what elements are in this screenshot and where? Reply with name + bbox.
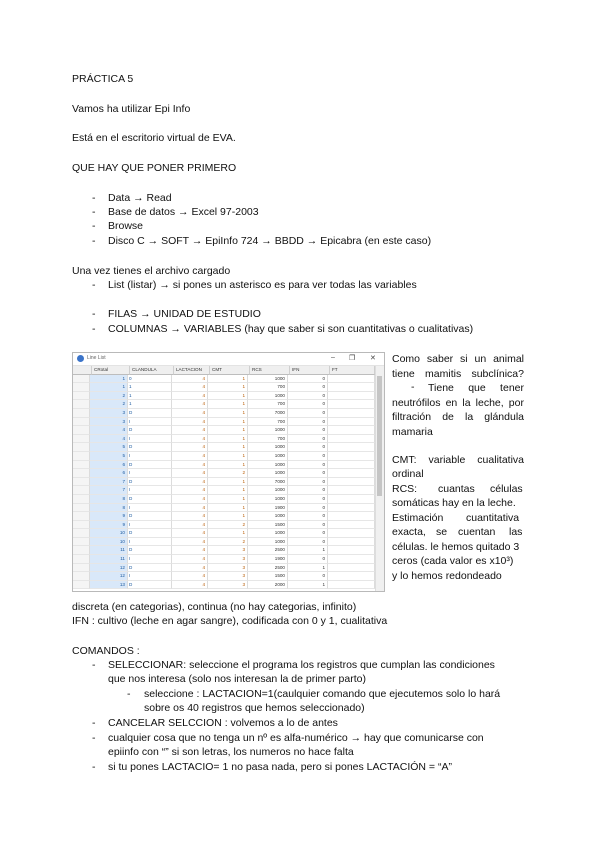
table-cell-empty [328, 572, 375, 581]
table-cell[interactable]: 1 [208, 426, 248, 435]
side-rcs-line: y lo hemos redondeado [392, 570, 502, 582]
row-header[interactable] [73, 452, 90, 461]
bullet-dash: - [127, 688, 131, 700]
table-cell[interactable]: 7 [90, 478, 128, 487]
table-cell[interactable]: 11 [90, 555, 128, 564]
table-cell[interactable]: 9 [90, 512, 128, 521]
table-cell[interactable]: I [128, 572, 172, 581]
table-row[interactable] [73, 504, 375, 513]
bullet-dash: - [92, 206, 96, 218]
table-cell[interactable]: 7 [90, 486, 128, 495]
row-header[interactable] [73, 486, 90, 495]
table-cell[interactable]: 0 [288, 435, 328, 444]
row-header[interactable] [73, 409, 90, 418]
table-cell[interactable]: 11 [90, 546, 128, 555]
table-cell[interactable]: 1900 [248, 504, 288, 513]
table-cell[interactable]: I [128, 469, 172, 478]
table-cell[interactable]: 1 [208, 383, 248, 392]
table-cell[interactable]: 7000 [248, 409, 288, 418]
table-cell[interactable]: 4 [172, 555, 208, 564]
table-cell[interactable]: 0 [288, 452, 328, 461]
table-cell[interactable]: 2 [208, 469, 248, 478]
grid-header-row [73, 366, 375, 375]
table-cell[interactable]: 3 [90, 409, 128, 418]
bullet-dash: - [92, 323, 96, 335]
table-cell[interactable]: 1000 [248, 529, 288, 538]
bullet-dash: - [92, 192, 96, 204]
command-cancelar: CANCELAR SELCCION : volvemos a lo de antes [108, 717, 338, 729]
table-row[interactable] [73, 426, 375, 435]
table-cell[interactable]: 4 [172, 504, 208, 513]
after-table-line-2: IFN : cultivo (leche en agar sangre), codificada con 0 y 1, cualitativa [72, 615, 388, 627]
table-cell[interactable]: 0 [288, 504, 328, 513]
table-cell[interactable]: 1 [208, 452, 248, 461]
side-rcs-word: cuantitativa [466, 512, 520, 524]
window-titlebar [73, 353, 384, 366]
command-lactacion: si tu pones LACTACIO= 1 no pasa nada, pero si pones LACTACIÓN = “A” [108, 761, 452, 773]
table-cell[interactable]: 7000 [248, 478, 288, 487]
side-item: Tiene que tener neutrófilos en la leche, por filtración de la glándula mamaria [392, 382, 524, 438]
command-sub-line-1: seleccione : LACTACION=1(caulquier comando que ejecutemos solo lo hará [144, 688, 501, 700]
table-cell[interactable]: 1 [128, 392, 172, 401]
row-header[interactable] [73, 564, 90, 573]
table-cell[interactable]: 1 [208, 495, 248, 504]
table-cell[interactable]: D [128, 564, 172, 573]
table-cell[interactable]: D [128, 495, 172, 504]
bullet-dash: - [92, 308, 96, 320]
table-cell-empty [328, 400, 375, 409]
minimize-button[interactable]: – [331, 354, 335, 361]
table-cell[interactable]: 1000 [248, 443, 288, 452]
table-cell[interactable]: 1 [288, 581, 328, 590]
table-cell[interactable]: 4 [172, 383, 208, 392]
app-icon [77, 355, 84, 362]
table-cell[interactable]: 4 [172, 452, 208, 461]
column-header[interactable]: FT [330, 366, 375, 375]
table-row[interactable] [73, 443, 375, 452]
table-cell[interactable]: 0 [288, 418, 328, 427]
table-cell[interactable]: 4 [172, 538, 208, 547]
table-cell[interactable]: 4 [172, 392, 208, 401]
row-header[interactable] [73, 529, 90, 538]
table-cell[interactable]: 3 [208, 555, 248, 564]
close-button[interactable]: ✕ [370, 355, 376, 362]
bullet-dash: - [92, 732, 96, 744]
table-row[interactable] [73, 555, 375, 564]
table-cell[interactable]: 1000 [248, 392, 288, 401]
table-row[interactable] [73, 461, 375, 470]
table-cell[interactable]: 0 [288, 375, 328, 384]
bullet-dash: - [92, 279, 96, 291]
table-cell[interactable]: 1 [208, 486, 248, 495]
table-cell[interactable]: 1500 [248, 521, 288, 530]
table-row[interactable] [73, 529, 375, 538]
row-header[interactable] [73, 443, 90, 452]
command-alfanumerico-line-1: cualquier cosa que no tenga un nº es alfa-numérico → hay que comunicarse con [108, 732, 484, 744]
table-cell[interactable]: 4 [172, 495, 208, 504]
side-rcs-line: ceros (cada valor es x10³) [392, 555, 514, 567]
row-header[interactable] [73, 400, 90, 409]
table-cell[interactable]: 0 [288, 469, 328, 478]
table-cell[interactable]: 4 [172, 572, 208, 581]
table-cell[interactable]: 1 [288, 564, 328, 573]
page-title: PRÁCTICA 5 [72, 73, 134, 85]
data-grid [73, 366, 375, 589]
table-cell[interactable]: 0 [288, 555, 328, 564]
table-cell[interactable]: 700 [248, 435, 288, 444]
table-cell[interactable]: 1000 [248, 461, 288, 470]
table-row[interactable] [73, 495, 375, 504]
bullet-dash: - [92, 761, 96, 773]
side-cmt-line-2: ordinal [392, 468, 424, 480]
table-cell-empty [328, 538, 375, 547]
table-cell[interactable]: 1000 [248, 486, 288, 495]
bullet-dash: - [92, 717, 96, 729]
row-header[interactable] [73, 521, 90, 530]
table-row[interactable] [73, 409, 375, 418]
side-question: Como saber si un animal tiene mamitis subclínica? [392, 353, 524, 380]
row-header[interactable] [73, 555, 90, 564]
side-rcs-word: cuantas [438, 483, 475, 495]
rowcol-item-columnas: COLUMNAS → VARIABLES (hay que saber si son cuantitativas o cualitativas) [108, 323, 474, 335]
table-cell[interactable]: 4 [172, 426, 208, 435]
table-cell-empty [328, 383, 375, 392]
table-cell-empty [328, 375, 375, 384]
table-cell[interactable]: 9 [90, 521, 128, 530]
table-cell[interactable]: 1 [90, 375, 128, 384]
column-header[interactable]: CRotal [92, 366, 130, 375]
table-cell[interactable]: 4 [172, 478, 208, 487]
table-cell-empty [328, 581, 375, 590]
table-cell[interactable]: 4 [172, 461, 208, 470]
side-rcs-word: exacta, [392, 526, 426, 538]
table-cell[interactable]: 4 [172, 443, 208, 452]
loaded-item: List (listar) → si pones un asterisco es para ver todas las variables [108, 279, 417, 291]
command-seleccionar-line-1: SELECCIONAR: seleccione el programa los registros que cumplan las condiciones [108, 659, 495, 671]
table-cell[interactable]: 2 [90, 400, 128, 409]
table-cell[interactable]: D [128, 478, 172, 487]
table-cell[interactable]: 1 [208, 409, 248, 418]
table-cell[interactable]: 1 [208, 512, 248, 521]
table-cell-empty [328, 461, 375, 470]
table-cell-empty [328, 435, 375, 444]
after-table-line-1: discreta (en categorias), continua (no hay categorias, infinito) [72, 601, 357, 613]
maximize-button[interactable]: ❐ [349, 355, 356, 362]
table-cell[interactable]: 0 [288, 478, 328, 487]
table-cell[interactable]: 0 [128, 375, 172, 384]
row-header[interactable] [73, 426, 90, 435]
table-cell[interactable]: 6 [90, 469, 128, 478]
table-cell[interactable]: 0 [288, 486, 328, 495]
table-cell[interactable]: 0 [288, 495, 328, 504]
table-cell[interactable]: 1500 [248, 572, 288, 581]
table-row[interactable] [73, 452, 375, 461]
table-row[interactable] [73, 392, 375, 401]
table-cell[interactable]: 0 [288, 521, 328, 530]
step-item: Base de datos → Excel 97-2003 [108, 206, 259, 218]
row-header[interactable] [73, 383, 90, 392]
table-cell[interactable]: 4 [172, 486, 208, 495]
table-cell-empty [328, 469, 375, 478]
table-cell[interactable]: 2 [208, 521, 248, 530]
side-rcs-word: cuentan [458, 526, 496, 538]
table-cell[interactable]: D [128, 529, 172, 538]
row-header[interactable] [73, 469, 90, 478]
table-cell[interactable]: 1000 [248, 512, 288, 521]
scrollbar-thumb[interactable] [377, 376, 382, 496]
table-row[interactable] [73, 564, 375, 573]
table-cell[interactable]: 2 [90, 392, 128, 401]
table-cell-empty [328, 495, 375, 504]
table-cell[interactable]: 3 [208, 572, 248, 581]
table-cell[interactable]: 1 [208, 435, 248, 444]
table-cell[interactable]: 12 [90, 564, 128, 573]
table-row[interactable] [73, 521, 375, 530]
table-cell[interactable]: 8 [90, 504, 128, 513]
table-cell[interactable]: D [128, 546, 172, 555]
table-cell[interactable]: 1 [90, 383, 128, 392]
epiinfo-line-list-screenshot [72, 352, 385, 592]
table-cell[interactable]: 1000 [248, 452, 288, 461]
table-row[interactable] [73, 469, 375, 478]
table-cell[interactable]: D [128, 461, 172, 470]
table-cell[interactable]: 4 [172, 418, 208, 427]
table-cell[interactable]: 3 [208, 564, 248, 573]
side-cmt-line-1: CMT: variable cualitativa [392, 454, 524, 466]
table-cell[interactable]: 4 [172, 512, 208, 521]
table-cell[interactable]: 8 [90, 495, 128, 504]
table-row[interactable] [73, 375, 375, 384]
table-cell[interactable]: 0 [288, 409, 328, 418]
side-rcs-word: las [509, 526, 523, 538]
row-header[interactable] [73, 512, 90, 521]
section-heading-comandos: COMANDOS : [72, 645, 140, 657]
row-header[interactable] [73, 581, 90, 590]
table-cell[interactable]: 4 [172, 564, 208, 573]
bullet-dash: - [411, 381, 415, 393]
table-cell[interactable]: 0 [288, 461, 328, 470]
table-cell-empty [328, 409, 375, 418]
table-cell[interactable]: 4 [172, 469, 208, 478]
table-cell[interactable]: D [128, 581, 172, 590]
command-sub-line-2: sobre os 40 registros que hemos seleccionado) [144, 702, 365, 714]
table-cell[interactable]: 0 [288, 392, 328, 401]
table-cell[interactable]: 0 [288, 538, 328, 547]
table-cell-empty [328, 392, 375, 401]
rowcol-item-filas: FILAS → UNIDAD DE ESTUDIO [108, 308, 261, 320]
table-cell-empty [328, 418, 375, 427]
row-header[interactable] [73, 504, 90, 513]
table-cell-empty [328, 512, 375, 521]
table-row[interactable] [73, 435, 375, 444]
intro-line-1: Vamos ha utilizar Epi Info [72, 103, 191, 115]
table-cell[interactable]: 3 [208, 581, 248, 590]
table-row[interactable] [73, 546, 375, 555]
side-rcs-word: RCS: [392, 483, 418, 495]
row-header[interactable] [73, 495, 90, 504]
table-cell[interactable]: D [128, 409, 172, 418]
table-cell-empty [328, 443, 375, 452]
table-row[interactable] [73, 418, 375, 427]
table-cell[interactable]: 1 [208, 418, 248, 427]
column-header[interactable]: CLANDULA [130, 366, 174, 375]
table-cell[interactable]: I [128, 486, 172, 495]
table-cell-empty [328, 521, 375, 530]
side-rcs-word: se [436, 526, 448, 538]
table-cell[interactable]: 6 [90, 461, 128, 470]
table-cell[interactable]: 4 [172, 409, 208, 418]
table-cell[interactable]: 0 [288, 529, 328, 538]
table-cell[interactable]: 1000 [248, 426, 288, 435]
side-rcs-line: células. le hemos quitado 3 [392, 541, 520, 553]
table-cell[interactable]: 1 [208, 443, 248, 452]
table-cell[interactable]: 1000 [248, 538, 288, 547]
column-header[interactable]: LACTACION [174, 366, 210, 375]
table-cell[interactable]: D [128, 443, 172, 452]
table-cell-empty [328, 564, 375, 573]
table-cell[interactable]: 0 [288, 383, 328, 392]
bullet-dash: - [92, 659, 96, 671]
step-item: Browse [108, 220, 144, 232]
table-cell[interactable]: 1 [208, 529, 248, 538]
table-cell[interactable]: 2500 [248, 564, 288, 573]
table-cell[interactable]: 3 [208, 546, 248, 555]
side-rcs-word: células [490, 483, 523, 495]
loaded-intro: Una vez tienes el archivo cargado [72, 265, 231, 277]
window-title: Line List [87, 355, 106, 361]
bullet-dash: - [92, 235, 96, 247]
command-alfanumerico-line-2: epiinfo con “” si son letras, los numeros no hace falta [108, 746, 354, 758]
table-cell[interactable]: 1000 [248, 495, 288, 504]
table-cell[interactable]: 2500 [248, 546, 288, 555]
table-cell[interactable]: 1 [208, 504, 248, 513]
row-header[interactable] [73, 538, 90, 547]
table-cell-empty [328, 486, 375, 495]
table-cell[interactable]: 0 [288, 443, 328, 452]
table-row[interactable] [73, 486, 375, 495]
table-cell-empty [328, 529, 375, 538]
table-cell[interactable]: 1 [128, 383, 172, 392]
table-cell[interactable]: 10 [90, 538, 128, 547]
table-cell[interactable]: I [128, 435, 172, 444]
command-seleccionar-line-2: que nos interesa (solo nos interesan la de primer parto) [108, 673, 366, 685]
table-cell[interactable]: 2000 [248, 581, 288, 590]
table-cell[interactable]: 3 [90, 418, 128, 427]
table-cell-empty [328, 546, 375, 555]
table-cell[interactable]: 1000 [248, 375, 288, 384]
side-rcs-line: somáticas hay en la leche. [392, 497, 516, 509]
table-cell[interactable]: 4 [172, 529, 208, 538]
table-cell[interactable]: 1 [208, 461, 248, 470]
table-cell[interactable]: 700 [248, 418, 288, 427]
column-header[interactable]: CMT [210, 366, 250, 375]
table-row[interactable] [73, 538, 375, 547]
table-cell[interactable]: 1 [208, 392, 248, 401]
row-header[interactable] [73, 478, 90, 487]
table-cell[interactable]: 1900 [248, 555, 288, 564]
table-cell[interactable]: 4 [90, 435, 128, 444]
table-cell[interactable]: 1 [208, 478, 248, 487]
row-header[interactable] [73, 375, 90, 384]
table-cell[interactable]: I [128, 504, 172, 513]
table-cell[interactable]: 0 [288, 572, 328, 581]
intro-line-2: Está en el escritorio virtual de EVA. [72, 132, 236, 144]
row-header[interactable] [73, 572, 90, 581]
table-cell-empty [328, 452, 375, 461]
table-row[interactable] [73, 581, 375, 590]
table-cell[interactable]: 13 [90, 581, 128, 590]
table-cell[interactable]: 700 [248, 383, 288, 392]
column-header[interactable]: IFN [290, 366, 330, 375]
table-cell[interactable]: 4 [172, 581, 208, 590]
table-row[interactable] [73, 383, 375, 392]
row-header[interactable] [73, 546, 90, 555]
table-cell[interactable]: I [128, 555, 172, 564]
row-header[interactable] [73, 461, 90, 470]
side-rcs-word: Estimación [392, 512, 444, 524]
row-header[interactable] [73, 392, 90, 401]
table-cell-empty [328, 504, 375, 513]
section-heading-first: QUE HAY QUE PONER PRIMERO [72, 162, 237, 174]
column-header[interactable]: RCS [250, 366, 290, 375]
table-cell[interactable]: D [128, 426, 172, 435]
table-row[interactable] [73, 572, 375, 581]
table-cell[interactable]: 0 [288, 512, 328, 521]
table-cell[interactable]: 5 [90, 452, 128, 461]
step-item: Data → Read [108, 192, 172, 204]
table-cell-empty [328, 426, 375, 435]
row-header[interactable] [73, 418, 90, 427]
table-cell[interactable]: 4 [172, 375, 208, 384]
table-cell[interactable]: 1000 [248, 469, 288, 478]
table-cell[interactable]: 4 [172, 435, 208, 444]
table-cell[interactable]: 0 [288, 400, 328, 409]
table-cell[interactable]: D [128, 512, 172, 521]
table-cell[interactable]: 1 [208, 375, 248, 384]
table-cell[interactable]: 4 [172, 400, 208, 409]
table-cell[interactable]: I [128, 418, 172, 427]
table-cell[interactable]: 1 [208, 400, 248, 409]
table-cell-empty [328, 555, 375, 564]
table-row[interactable] [73, 400, 375, 409]
table-cell[interactable]: I [128, 452, 172, 461]
table-cell[interactable]: 0 [288, 426, 328, 435]
vertical-scrollbar[interactable] [375, 366, 384, 591]
step-item: Disco C → SOFT → EpiInfo 724 → BBDD → Epicabra (en este caso) [108, 235, 432, 247]
table-cell[interactable]: 4 [172, 546, 208, 555]
table-cell[interactable]: 5 [90, 443, 128, 452]
table-cell-empty [328, 478, 375, 487]
table-cell[interactable]: 1 [288, 546, 328, 555]
table-cell[interactable]: 10 [90, 529, 128, 538]
table-row[interactable] [73, 478, 375, 487]
table-cell[interactable]: I [128, 538, 172, 547]
row-header[interactable] [73, 435, 90, 444]
table-cell[interactable]: I [128, 521, 172, 530]
table-cell[interactable]: 2 [208, 538, 248, 547]
table-cell[interactable]: 1 [128, 400, 172, 409]
table-cell[interactable]: 700 [248, 400, 288, 409]
table-cell[interactable]: 4 [90, 426, 128, 435]
table-cell[interactable]: 12 [90, 572, 128, 581]
table-row[interactable] [73, 512, 375, 521]
table-cell[interactable]: 4 [172, 521, 208, 530]
bullet-dash: - [92, 220, 96, 232]
